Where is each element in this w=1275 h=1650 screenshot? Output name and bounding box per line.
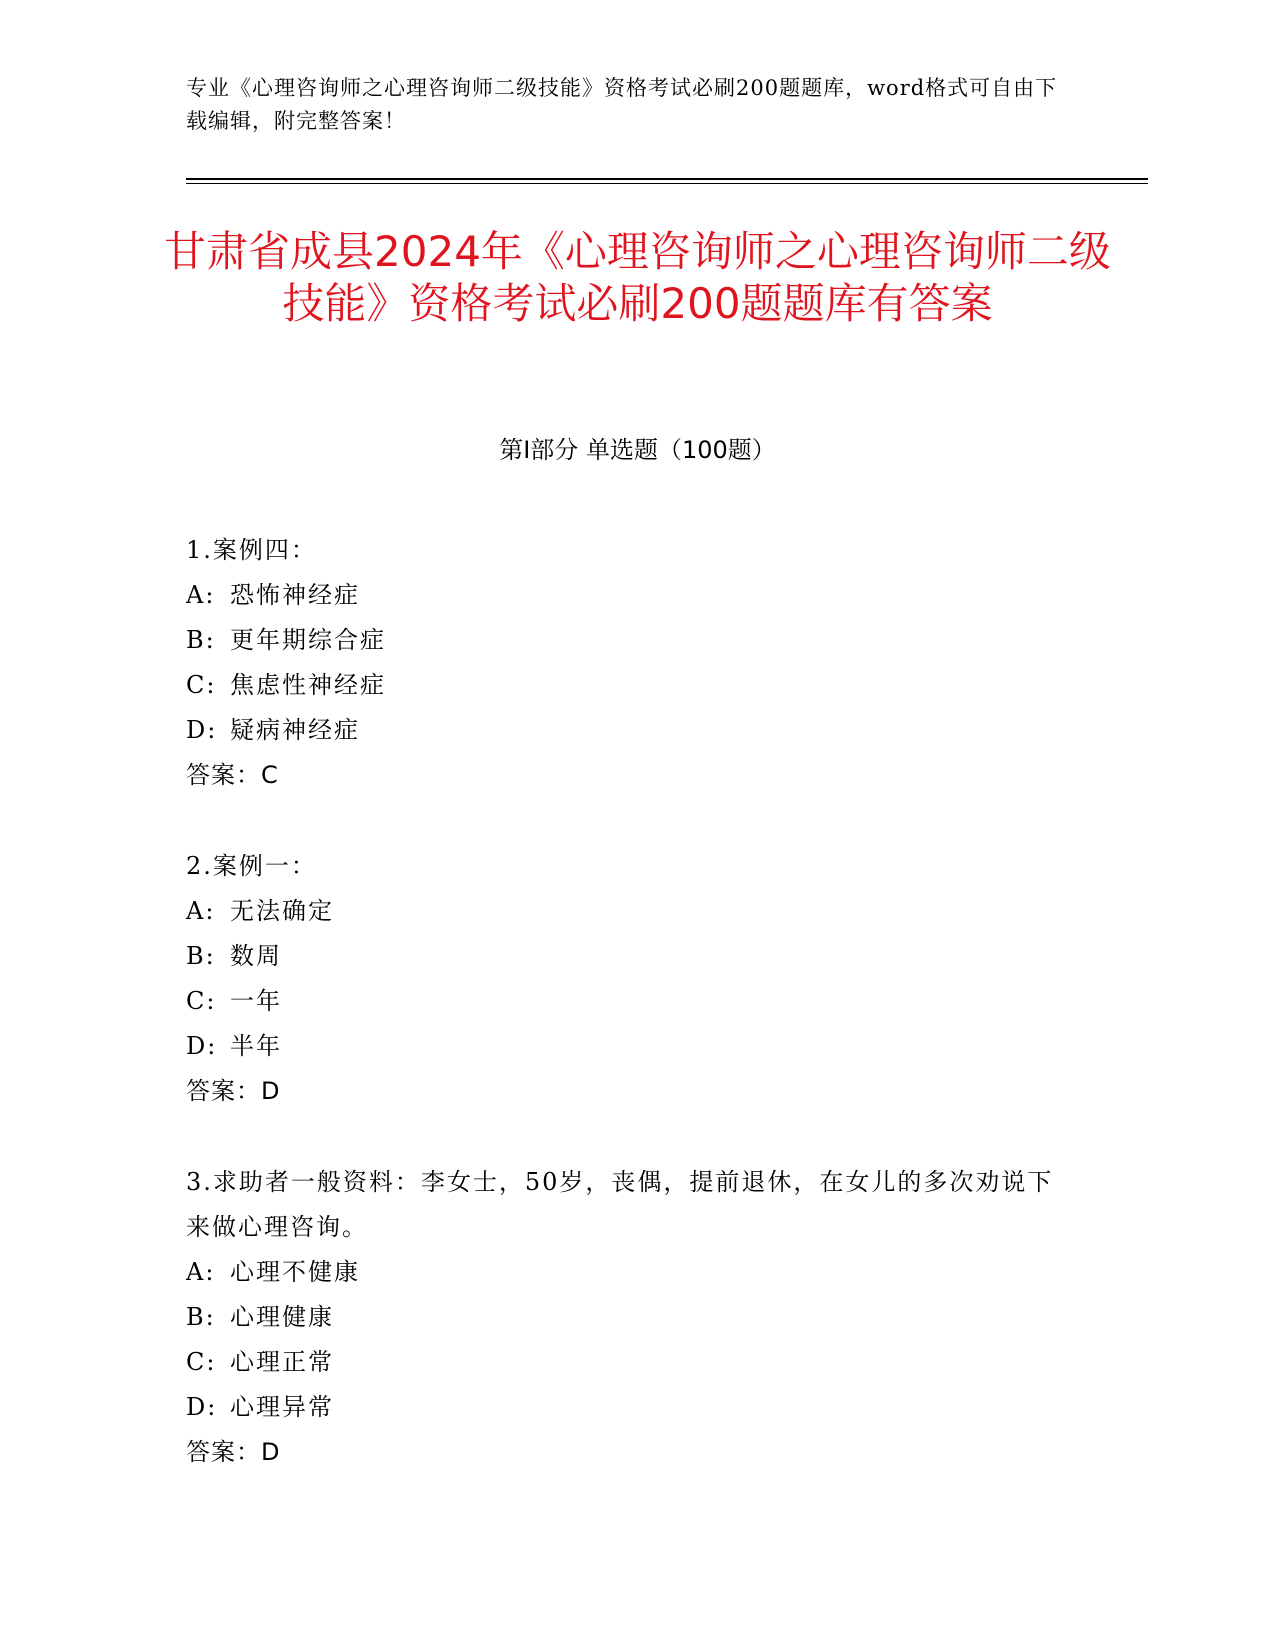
header-divider-thin <box>186 183 1148 184</box>
option-letter: D: <box>186 1393 218 1421</box>
option-b <box>186 618 1066 663</box>
answer-line: 答案：C <box>186 761 279 789</box>
option-d <box>186 1385 1066 1430</box>
option-letter: B: <box>186 626 216 654</box>
question-3 <box>186 1160 1066 1475</box>
option-text: 心理不健康 <box>230 1258 360 1286</box>
option-text: 半年 <box>230 1032 282 1060</box>
option-letter: A: <box>186 1258 216 1286</box>
option-a <box>186 1250 1066 1295</box>
option-b <box>186 1295 1066 1340</box>
option-a <box>186 889 1066 934</box>
question-stem: 3.求助者一般资料：李女士，50岁，丧偶，提前退休，在女儿的多次劝说下来做心理咨询。 <box>186 1168 1054 1241</box>
section-heading: 第Ⅰ部分 单选题（100题） <box>499 436 776 464</box>
option-d <box>186 1024 1066 1069</box>
document-title: 甘肃省成县2024年《心理咨询师之心理咨询师二级技能》资格考试必刷200题题库有答案 <box>164 227 1111 328</box>
option-text: 数周 <box>230 942 282 970</box>
question-stem: 1.案例四： <box>186 536 317 564</box>
option-letter: C: <box>186 987 217 1015</box>
option-text: 心理异常 <box>230 1393 334 1421</box>
option-b <box>186 934 1066 979</box>
option-text: 心理健康 <box>230 1303 334 1331</box>
option-c <box>186 979 1066 1024</box>
option-letter: D: <box>186 1032 218 1060</box>
option-text: 焦虑性神经症 <box>230 671 386 699</box>
answer-line: 答案：D <box>186 1438 281 1466</box>
question-2 <box>186 844 1066 1114</box>
option-letter: A: <box>186 897 216 925</box>
option-text: 无法确定 <box>230 897 334 925</box>
question-list <box>186 528 1066 1521</box>
option-d <box>186 708 1066 753</box>
option-text: 更年期综合症 <box>230 626 386 654</box>
header-note: 专业《心理咨询师之心理咨询师二级技能》资格考试必刷200题题库，word格式可自由下载编辑，附完整答案！ <box>186 76 1058 133</box>
option-a <box>186 573 1066 618</box>
option-letter: C: <box>186 671 217 699</box>
option-text: 心理正常 <box>230 1348 334 1376</box>
option-letter: B: <box>186 1303 216 1331</box>
option-c <box>186 1340 1066 1385</box>
option-c <box>186 663 1066 708</box>
option-letter: D: <box>186 716 218 744</box>
option-text: 疑病神经症 <box>230 716 360 744</box>
question-stem: 2.案例一： <box>186 852 317 880</box>
option-letter: C: <box>186 1348 217 1376</box>
option-text: 一年 <box>230 987 282 1015</box>
option-letter: B: <box>186 942 216 970</box>
option-letter: A: <box>186 581 216 609</box>
question-1 <box>186 528 1066 798</box>
header-divider-thick <box>186 178 1148 180</box>
answer-line: 答案：D <box>186 1077 281 1105</box>
option-text: 恐怖神经症 <box>230 581 360 609</box>
